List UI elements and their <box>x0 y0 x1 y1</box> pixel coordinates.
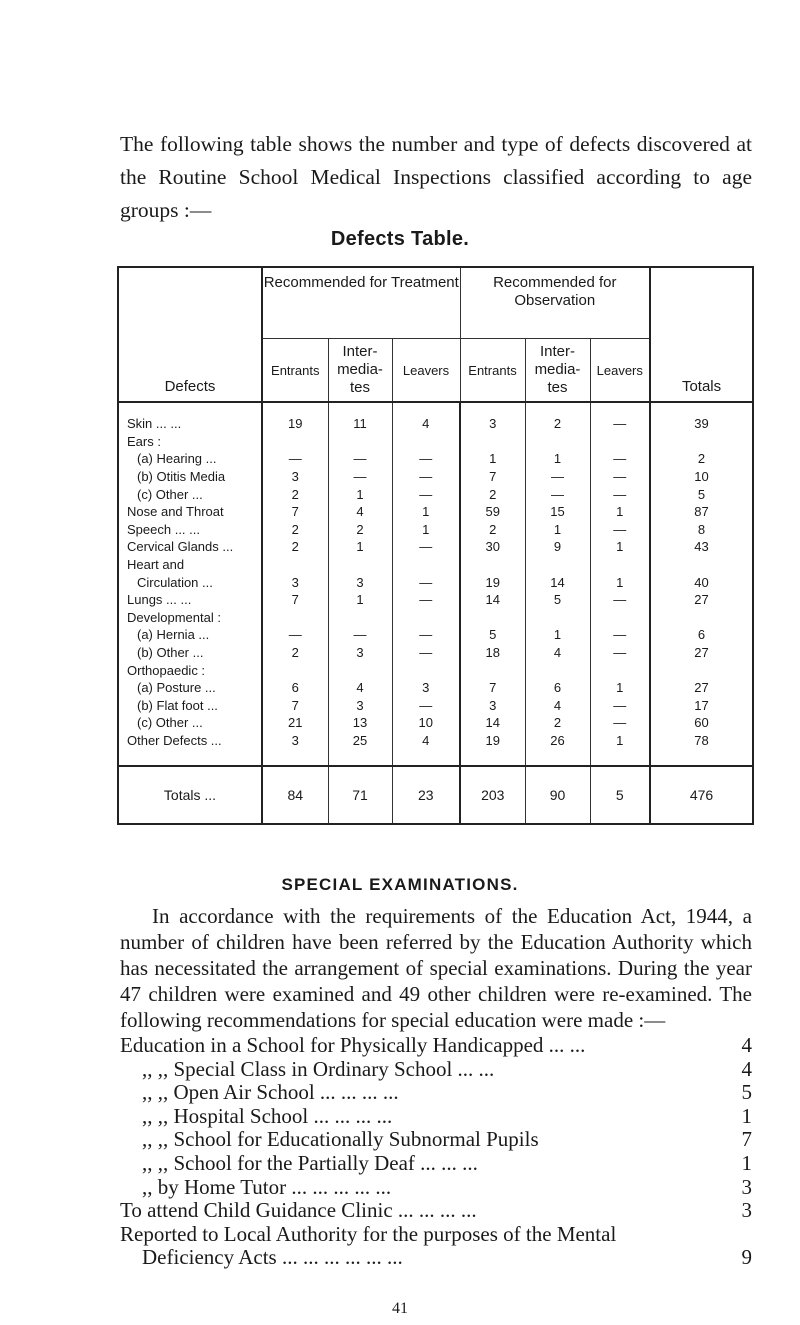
cell-observation-leavers: — <box>590 697 650 715</box>
cell-observation-leavers: — <box>590 450 650 468</box>
cell-observation-leavers: — <box>590 521 650 539</box>
cell-observation-entrants: 5 <box>460 626 525 644</box>
cell-observation-entrants: 30 <box>460 538 525 556</box>
totals-observation-entrants: 203 <box>460 766 525 824</box>
cell-treatment-intermediates: 1 <box>328 538 392 556</box>
cell-total <box>650 556 753 574</box>
cell-total: 2 <box>650 450 753 468</box>
intro-paragraph: The following table shows the number and type of defects discovered at the Routine School Medical Inspections classified according to age groups :— <box>120 132 752 222</box>
cell-treatment-intermediates <box>328 433 392 451</box>
cell-treatment-leavers: — <box>392 538 460 556</box>
row-label: Other Defects ... <box>118 732 262 750</box>
cell-observation-entrants: 18 <box>460 644 525 662</box>
cell-treatment-leavers: — <box>392 626 460 644</box>
recommendation-line <box>120 1128 752 1152</box>
recommendation-text: ,, ,, School for the Partially Deaf ... ... ... <box>142 1150 478 1175</box>
cell-treatment-entrants: 2 <box>291 539 299 555</box>
row-label: (b) Flat foot ... <box>118 697 262 715</box>
mental-deficiency-text-2: Deficiency Acts ... ... ... ... ... ... <box>142 1245 403 1270</box>
cell-observation-leavers <box>590 433 650 451</box>
totals-observation-leavers: 5 <box>590 766 650 824</box>
header-treatment-intermediates: Inter- media- tes <box>328 339 392 403</box>
cell-treatment-entrants <box>262 661 328 679</box>
recommendation-text: ,, ,, Special Class in Ordinary School ... ... <box>142 1056 495 1081</box>
cell-observation-leavers: — <box>590 626 650 644</box>
table-row <box>118 415 753 433</box>
row-label: (a) Posture ... <box>118 679 262 697</box>
cell-observation-entrants: 3 <box>460 697 525 715</box>
cell-observation-intermediates: — <box>525 468 590 486</box>
cell-treatment-intermediates: 13 <box>328 714 392 732</box>
cell-treatment-leavers: — <box>392 697 460 715</box>
table-row <box>118 433 753 451</box>
recommendation-count: 4 <box>741 1056 752 1081</box>
header-observation-leavers: Leavers <box>590 339 650 403</box>
cell-treatment-intermediates: 1 <box>328 485 392 503</box>
recommendation-count: 3 <box>741 1174 752 1199</box>
cell-treatment-intermediates: 4 <box>328 503 392 521</box>
header-observation-intermediates: Inter- media- tes <box>525 339 590 403</box>
table-row <box>118 679 753 697</box>
totals-grand-total: 476 <box>650 766 753 824</box>
row-label: (a) Hearing ... <box>118 450 262 468</box>
cell-total: 8 <box>650 521 753 539</box>
cell-treatment-intermediates: 1 <box>328 591 392 609</box>
cell-observation-intermediates: 1 <box>525 626 590 644</box>
cell-observation-leavers: — <box>590 644 650 662</box>
row-label: Circulation ... <box>118 573 262 591</box>
recommendation-count: 1 <box>741 1103 752 1128</box>
recommendation-items <box>120 1034 752 1223</box>
cell-total: 17 <box>650 697 753 715</box>
defects-table-title: Defects Table. <box>330 228 470 250</box>
table-row <box>118 503 753 521</box>
recommendation-text: To attend Child Guidance Clinic ... ... ... ... <box>120 1198 477 1223</box>
table-row <box>118 732 753 750</box>
recommendation-text: ,, ,, Hospital School ... ... ... ... <box>142 1103 393 1128</box>
table-row <box>118 521 753 539</box>
cell-observation-entrants: 19 <box>460 573 525 591</box>
totals-row <box>118 766 753 824</box>
cell-observation-intermediates: 15 <box>525 503 590 521</box>
cell-total: 10 <box>650 468 753 486</box>
cell-observation-entrants: 2 <box>460 521 525 539</box>
recommendations-list <box>120 1034 752 1270</box>
cell-observation-intermediates: 14 <box>525 573 590 591</box>
recommendation-count: 1 <box>741 1150 752 1175</box>
recommendation-line <box>120 1034 752 1058</box>
mental-deficiency-line-2 <box>120 1246 752 1270</box>
cell-observation-leavers: — <box>590 485 650 503</box>
special-examinations-paragraph: In accordance with the requirements of the Education Act, 1944, a number of children have been referred by the Education Authority which has necessitated the arrangement of special examinations. During the year 47 children were examined and 49 other children were re-examined. The following recommendations for special education were made :— <box>120 904 752 1032</box>
cell-observation-leavers <box>590 609 650 627</box>
cell-observation-entrants: 7 <box>460 468 525 486</box>
cell-treatment-intermediates: — <box>328 468 392 486</box>
header-observation: Recommended for Observation <box>460 267 650 339</box>
cell-observation-leavers <box>590 556 650 574</box>
header-treatment-leavers: Leavers <box>392 339 460 403</box>
cell-treatment-entrants: 21 <box>288 715 303 731</box>
cell-observation-intermediates: 4 <box>525 697 590 715</box>
cell-treatment-entrants <box>262 556 328 574</box>
cell-observation-leavers: — <box>590 591 650 609</box>
cell-treatment-intermediates <box>328 556 392 574</box>
table-row <box>118 538 753 556</box>
cell-observation-entrants: 7 <box>460 679 525 697</box>
row-label: (b) Otitis Media <box>118 468 262 486</box>
cell-treatment-leavers <box>392 609 460 627</box>
cell-observation-intermediates: 1 <box>525 521 590 539</box>
cell-observation-intermediates: 2 <box>525 714 590 732</box>
cell-total <box>650 609 753 627</box>
row-label: (b) Other ... <box>118 644 262 662</box>
cell-treatment-intermediates: — <box>328 626 392 644</box>
cell-treatment-intermediates <box>328 609 392 627</box>
cell-treatment-leavers: 3 <box>392 679 460 697</box>
recommendation-text: ,, ,, Open Air School ... ... ... ... <box>142 1080 399 1105</box>
cell-observation-entrants: 3 <box>460 415 525 433</box>
recommendation-line <box>120 1081 752 1105</box>
cell-treatment-entrants: — <box>288 451 302 467</box>
cell-observation-intermediates <box>525 661 590 679</box>
cell-treatment-entrants: 3 <box>291 574 299 590</box>
header-observation-entrants: Entrants <box>460 339 525 403</box>
cell-total: 39 <box>650 415 753 433</box>
cell-total: 60 <box>650 714 753 732</box>
cell-treatment-leavers: — <box>392 450 460 468</box>
cell-observation-leavers: — <box>590 714 650 732</box>
recommendation-count: 4 <box>741 1033 752 1057</box>
cell-treatment-entrants: 7 <box>291 504 299 520</box>
totals-treatment-intermediates: 71 <box>328 766 392 824</box>
cell-total: 27 <box>650 591 753 609</box>
cell-observation-leavers <box>590 661 650 679</box>
cell-treatment-intermediates: 2 <box>328 521 392 539</box>
row-label: Ears : <box>118 433 262 451</box>
row-label: (a) Hernia ... <box>118 626 262 644</box>
cell-observation-entrants <box>460 609 525 627</box>
cell-observation-entrants <box>460 433 525 451</box>
cell-treatment-entrants: 19 <box>288 416 303 432</box>
cell-observation-intermediates: — <box>525 485 590 503</box>
recommendation-count: 5 <box>741 1080 752 1105</box>
cell-treatment-leavers: 1 <box>392 521 460 539</box>
row-label: Nose and Throat <box>118 503 262 521</box>
header-treatment-entrants: Entrants <box>262 339 328 403</box>
recommendation-text: Education in a School for Physically Handicapped ... ... <box>120 1033 586 1057</box>
cell-treatment-entrants: 7 <box>291 697 299 713</box>
cell-treatment-leavers: 1 <box>392 503 460 521</box>
row-label: Developmental : <box>118 609 262 627</box>
totals-label: Totals ... <box>118 766 262 824</box>
cell-treatment-intermediates <box>328 661 392 679</box>
table-row <box>118 573 753 591</box>
cell-treatment-leavers: — <box>392 644 460 662</box>
table-row <box>118 591 753 609</box>
cell-observation-entrants: 14 <box>460 591 525 609</box>
cell-observation-intermediates: 6 <box>525 679 590 697</box>
cell-observation-leavers: — <box>590 415 650 433</box>
cell-observation-entrants: 1 <box>460 450 525 468</box>
totals-treatment-leavers: 23 <box>392 766 460 824</box>
cell-observation-leavers: 1 <box>590 503 650 521</box>
row-label: Speech ... ... <box>118 521 262 539</box>
cell-observation-intermediates: 1 <box>525 450 590 468</box>
cell-observation-leavers: 1 <box>590 732 650 750</box>
mental-deficiency-text-1: Reported to Local Authority for the purposes of the Mental <box>120 1221 617 1246</box>
page-number: 41 <box>392 1300 408 1317</box>
table-row <box>118 450 753 468</box>
recommendation-line <box>120 1199 752 1223</box>
cell-observation-intermediates <box>525 556 590 574</box>
cell-treatment-leavers <box>392 661 460 679</box>
table-row <box>118 485 753 503</box>
cell-total: 27 <box>650 644 753 662</box>
cell-total: 6 <box>650 626 753 644</box>
cell-observation-intermediates <box>525 433 590 451</box>
cell-treatment-entrants: 2 <box>291 486 299 502</box>
cell-total: 5 <box>650 485 753 503</box>
cell-total: 43 <box>650 538 753 556</box>
cell-treatment-leavers <box>392 556 460 574</box>
cell-observation-leavers: 1 <box>590 679 650 697</box>
table-row <box>118 556 753 574</box>
row-label: Lungs ... ... <box>118 591 262 609</box>
cell-treatment-leavers <box>392 433 460 451</box>
cell-total: 87 <box>650 503 753 521</box>
cell-treatment-leavers: 10 <box>392 714 460 732</box>
cell-treatment-intermediates: 11 <box>328 415 392 433</box>
cell-treatment-intermediates: 3 <box>328 644 392 662</box>
recommendation-line <box>120 1058 752 1082</box>
cell-observation-leavers: 1 <box>590 538 650 556</box>
row-label: Skin ... ... <box>118 415 262 433</box>
recommendation-line <box>120 1176 752 1200</box>
table-row <box>118 468 753 486</box>
header-treatment: Recommended for Treatment <box>262 267 460 339</box>
recommendation-count: 7 <box>741 1127 752 1152</box>
recommendation-count: 3 <box>741 1198 752 1223</box>
recommendation-line <box>120 1105 752 1129</box>
cell-treatment-entrants: 7 <box>291 592 299 608</box>
defects-table-body <box>118 402 753 749</box>
mental-deficiency-count: 9 <box>741 1245 752 1270</box>
mental-deficiency-line-1 <box>120 1223 752 1247</box>
table-row <box>118 697 753 715</box>
cell-observation-entrants: 14 <box>460 714 525 732</box>
cell-treatment-entrants: 3 <box>291 732 299 748</box>
cell-treatment-entrants: 6 <box>291 680 299 696</box>
cell-total <box>650 661 753 679</box>
cell-total: 27 <box>650 679 753 697</box>
totals-treatment-entrants: 84 <box>262 766 328 824</box>
cell-treatment-leavers: — <box>392 591 460 609</box>
cell-observation-entrants: 2 <box>460 485 525 503</box>
cell-treatment-intermediates: 3 <box>328 697 392 715</box>
cell-observation-intermediates: 4 <box>525 644 590 662</box>
cell-observation-leavers: 1 <box>590 573 650 591</box>
row-label: Cervical Glands ... <box>118 538 262 556</box>
cell-observation-entrants <box>460 556 525 574</box>
cell-treatment-entrants: 3 <box>291 469 299 485</box>
cell-observation-entrants: 19 <box>460 732 525 750</box>
cell-total: 40 <box>650 573 753 591</box>
cell-treatment-entrants: — <box>288 627 302 643</box>
cell-treatment-intermediates: — <box>328 450 392 468</box>
cell-treatment-leavers: 4 <box>392 732 460 750</box>
cell-observation-entrants <box>460 661 525 679</box>
row-label: Orthopaedic : <box>118 661 262 679</box>
cell-treatment-leavers: — <box>392 485 460 503</box>
special-examinations-title: SPECIAL EXAMINATIONS. <box>281 875 519 894</box>
row-label: (c) Other ... <box>118 485 262 503</box>
cell-observation-intermediates: 2 <box>525 415 590 433</box>
cell-treatment-leavers: — <box>392 573 460 591</box>
cell-observation-entrants: 59 <box>460 503 525 521</box>
header-totals: Totals <box>650 267 753 402</box>
table-row <box>118 626 753 644</box>
cell-observation-intermediates <box>525 609 590 627</box>
table-row <box>118 609 753 627</box>
row-label: (c) Other ... <box>118 714 262 732</box>
table-row <box>118 714 753 732</box>
cell-observation-intermediates: 26 <box>525 732 590 750</box>
recommendation-text: ,, ,, School for Educationally Subnormal Pupils <box>142 1127 539 1152</box>
cell-treatment-intermediates: 4 <box>328 679 392 697</box>
recommendation-text: ,, by Home Tutor ... ... ... ... ... <box>142 1174 392 1199</box>
cell-treatment-entrants: 2 <box>291 645 299 661</box>
cell-total: 78 <box>650 732 753 750</box>
row-label: Heart and <box>118 556 262 574</box>
cell-treatment-entrants <box>262 433 328 451</box>
cell-treatment-intermediates: 25 <box>328 732 392 750</box>
cell-observation-intermediates: 9 <box>525 538 590 556</box>
totals-observation-intermediates: 90 <box>525 766 590 824</box>
defects-table <box>117 266 754 825</box>
cell-observation-intermediates: 5 <box>525 591 590 609</box>
cell-treatment-intermediates: 3 <box>328 573 392 591</box>
cell-observation-leavers: — <box>590 468 650 486</box>
cell-treatment-entrants: 2 <box>291 521 299 537</box>
header-defects: Defects <box>118 267 262 402</box>
recommendation-line <box>120 1152 752 1176</box>
cell-total <box>650 433 753 451</box>
cell-treatment-entrants <box>262 609 328 627</box>
table-row <box>118 644 753 662</box>
cell-treatment-leavers: — <box>392 468 460 486</box>
cell-treatment-leavers: 4 <box>392 415 460 433</box>
table-row <box>118 661 753 679</box>
